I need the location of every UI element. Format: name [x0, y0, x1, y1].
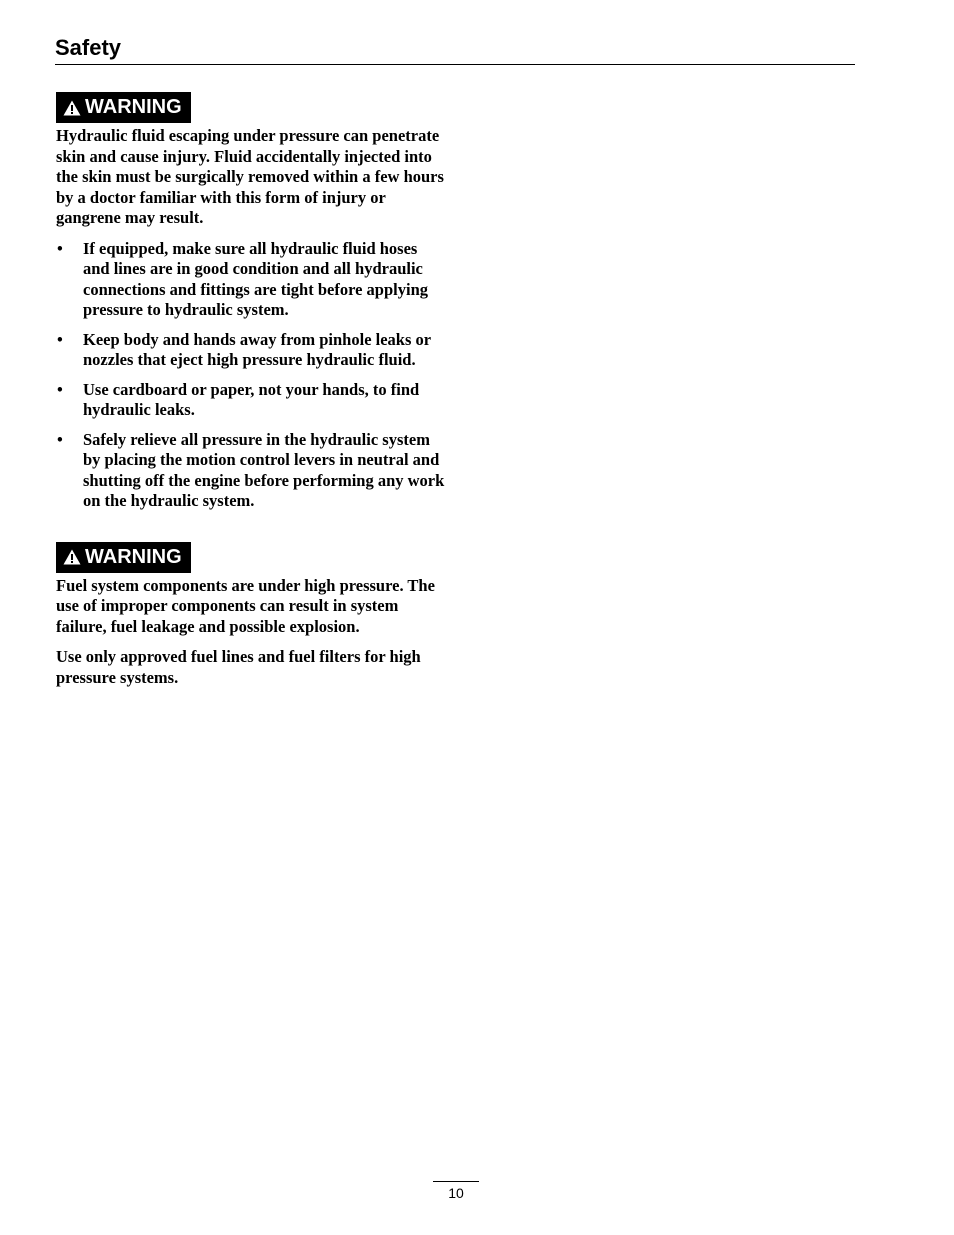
- page-title: Safety: [55, 35, 122, 60]
- warning-triangle-icon: [63, 100, 81, 116]
- list-item: [56, 239, 448, 321]
- list-item-text: If equipped, make sure all hydraulic fluid hoses and lines are in good condition and all hydraulic connections and fittings are tight before applying pressure to hydraulic system.: [83, 238, 428, 319]
- page-header: [55, 33, 855, 65]
- hydraulic-warning-list: [56, 239, 448, 512]
- content-column: [56, 92, 448, 698]
- fuel-warning-instruction: Use only approved fuel lines and fuel filters for high pressure systems.: [56, 647, 421, 687]
- bullet-icon: •: [57, 238, 63, 258]
- list-item-text: Keep body and hands away from pinhole leaks or nozzles that eject high pressure hydraulic fluid.: [83, 329, 431, 369]
- warning-label-text: WARNING: [85, 545, 182, 568]
- list-item: [56, 330, 448, 371]
- list-item: [56, 430, 448, 512]
- warning-label: [56, 92, 191, 123]
- hydraulic-warning-block: [56, 92, 448, 512]
- list-item-text: Safely relieve all pressure in the hydraulic system by placing the motion control levers in neutral and shutting off the engine before performing any work on the hydraulic system.: [83, 429, 445, 510]
- warning-triangle-icon: [63, 549, 81, 565]
- bullet-icon: •: [57, 379, 63, 399]
- fuel-warning-block: [56, 542, 448, 689]
- bullet-icon: •: [57, 329, 63, 349]
- list-item: [56, 380, 448, 421]
- hydraulic-warning-intro: Hydraulic fluid escaping under pressure can penetrate skin and cause injury. Fluid accidentally injected into the skin must be surgically removed within a few hours by a doctor familiar with this form of injury or gangrene may result.: [56, 126, 444, 227]
- list-item-text: Use cardboard or paper, not your hands, to find hydraulic leaks.: [83, 379, 420, 419]
- warning-label-text: WARNING: [85, 96, 182, 118]
- bullet-icon: •: [57, 429, 63, 449]
- fuel-warning-paragraph: Fuel system components are under high pressure. The use of improper components can result in system failure, fuel leakage and possible explosion.: [56, 575, 435, 636]
- warning-label: [56, 542, 191, 573]
- page-number: 10: [433, 1181, 479, 1204]
